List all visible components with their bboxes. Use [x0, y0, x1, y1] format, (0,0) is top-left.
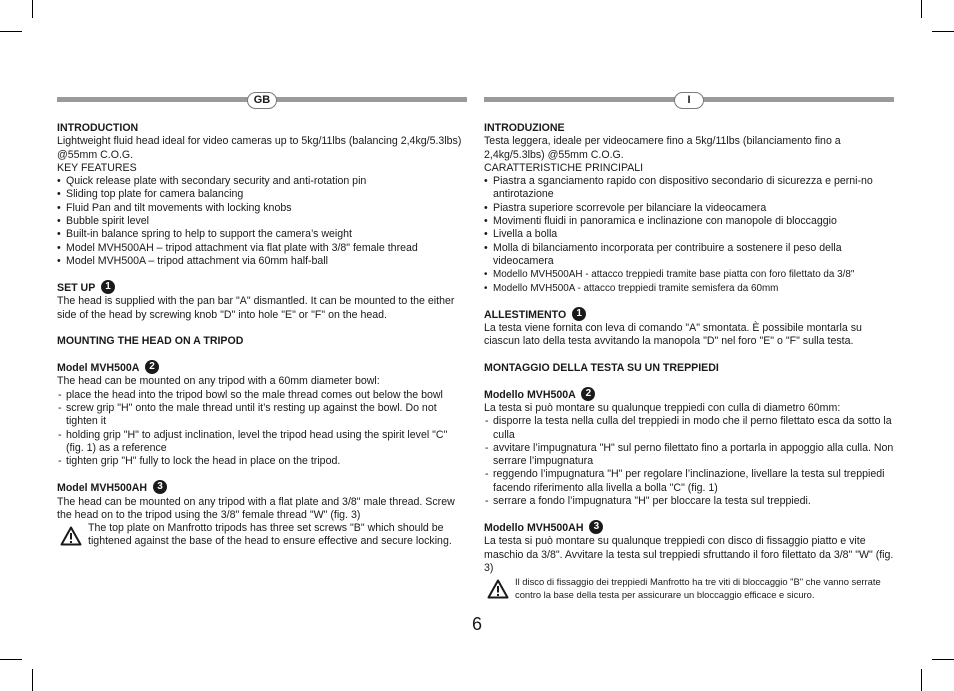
intro-heading: INTRODUZIONE — [484, 122, 565, 134]
warning-text: The top plate on Manfrotto tripods has three set screws "B" which should be tightened against the base of the head to ensure effective and secure locking. — [88, 522, 452, 548]
model-a-heading — [484, 388, 894, 402]
language-badge: I — [674, 92, 704, 109]
list-item: - reggendo l’impugnatura "H" per regolare l’inclinazione, livellare la testa sul treppiedi facendo riferimento alla livella a bolla "C" (fig. 1) — [484, 468, 894, 495]
crop-mark — [32, 0, 33, 18]
warning-text: Il disco di fissaggio dei treppiedi Manfrotto ha tre viti di bloccaggio "B" che vanno serrate contro la base della testa per assicurare un bloccaggio efficace e sicuro. — [515, 576, 881, 601]
list-item: • Modello MVH500AH - attacco treppiedi tramite base piatta con foro filettato da 3/8" — [484, 268, 894, 281]
model-ah-text: The head can be mounted on any tripod with a flat plate and 3/8" male thread. Screw the head on to the tripod using the 3/8" female thread "W" (fig. 3) — [57, 495, 455, 521]
warning-icon — [487, 579, 509, 599]
list-item: - tighten grip "H" fully to lock the head in place on the tripod. — [57, 455, 467, 468]
list-item: • Molla di bilanciamento incorporata per contribuire a sostenere il peso della videocamera — [484, 242, 894, 269]
list-item: - place the head into the tripod bowl so the male thread comes out below the bowl — [57, 389, 467, 402]
warning-note — [57, 522, 467, 549]
model-a-text: The head can be mounted on any tripod with a 60mm diameter bowl: — [57, 375, 380, 388]
setup-heading-label: SET UP — [57, 282, 96, 295]
list-item: • Built-in balance spring to help to support the camera’s weight — [57, 228, 467, 241]
setup-heading — [57, 281, 467, 295]
crop-mark — [32, 669, 33, 691]
list-item: • Movimenti fluidi in panoramica e inclinazione con manopole di bloccaggio — [484, 215, 894, 228]
crop-mark — [921, 0, 922, 18]
warning-note — [484, 575, 894, 601]
intro-heading: INTRODUCTION — [57, 122, 139, 134]
features-list — [484, 175, 894, 295]
list-item: • Quick release plate with secondary security and anti-rotation pin — [57, 175, 467, 188]
intro-text: Testa leggera, ideale per videocamere fino a 5kg/11lbs (bilanciamento fino a 2,4kg/5.3lbs) @55mm C.O.G. — [484, 135, 841, 161]
crop-mark — [0, 31, 22, 32]
model-a-text: La testa si può montare su qualunque treppiedi con culla di diametro 60mm: — [484, 401, 841, 414]
list-item: • Piastra a sganciamento rapido con dispositivo secondario di sicurezza e perni-no antirotazione — [484, 175, 894, 202]
step-number-badge: 1 — [101, 280, 115, 294]
english-column — [57, 92, 467, 549]
model-ah-heading-label: Model MVH500AH — [57, 482, 148, 495]
model-a-heading — [57, 361, 467, 375]
list-item: • Fluid Pan and tilt movements with locking knobs — [57, 202, 467, 215]
step-number-badge: 2 — [145, 360, 159, 374]
features-heading: CARATTERISTICHE PRINCIPALI — [484, 161, 644, 174]
features-heading: KEY FEATURES — [57, 161, 137, 174]
list-item: • Bubble spirit level — [57, 215, 467, 228]
warning-icon — [60, 526, 82, 546]
setup-heading-label: ALLESTIMENTO — [484, 308, 567, 321]
list-item: - holding grip "H" to adjust inclination, level the tripod head using the spirit level "C" (fig. 1) as a reference — [57, 429, 467, 456]
list-item: • Modello MVH500A - attacco treppiedi tramite semisfera da 60mm — [484, 282, 894, 295]
model-a-steps — [57, 389, 467, 469]
language-bar — [57, 92, 467, 108]
mounting-heading: MOUNTING THE HEAD ON A TRIPOD — [57, 334, 244, 347]
intro-text: Lightweight fluid head ideal for video cameras up to 5kg/11lbs (balancing 2,4kg/5.3lbs) @55mm C.O.G. — [57, 135, 462, 161]
crop-mark — [932, 31, 954, 32]
page-number: 6 — [471, 614, 482, 634]
crop-mark — [932, 659, 954, 660]
model-ah-heading — [484, 521, 894, 535]
list-item: • Piastra superiore scorrevole per bilanciare la videocamera — [484, 202, 894, 215]
model-ah-heading — [57, 481, 467, 495]
mounting-heading: MONTAGGIO DELLA TESTA SU UN TREPPIEDI — [484, 361, 719, 374]
list-item: - screw grip "H" onto the male thread until it’s resting up against the bowl. Do not tighten it — [57, 402, 467, 429]
model-ah-text: La testa si può montare su qualunque treppiedi con disco di fissaggio piatto e vite maschio da 3/8". Avvitare la testa sul treppiedi sfruttando il foro filettato da 3/8" "W" (fig. 3) — [484, 535, 894, 574]
list-item: • Model MVH500A – tripod attachment via 60mm half-ball — [57, 255, 467, 268]
step-number-badge: 1 — [572, 307, 586, 321]
language-bar — [484, 92, 894, 108]
crop-mark — [921, 669, 922, 691]
model-ah-heading-label: Modello MVH500AH — [484, 522, 584, 535]
step-number-badge: 2 — [581, 387, 595, 401]
list-item: • Model MVH500AH – tripod attachment via flat plate with 3/8" female thread — [57, 242, 467, 255]
language-badge: GB — [247, 92, 277, 109]
list-item: - serrare a fondo l’impugnatura "H" per bloccare la testa sul treppiedi. — [484, 495, 894, 508]
step-number-badge: 3 — [153, 480, 167, 494]
setup-text: The head is supplied with the pan bar "A" dismantled. It can be mounted to the either side of the head by screwing knob "D" into hole "E" or "F" on the head. — [57, 295, 455, 321]
model-a-heading-label: Modello MVH500A — [484, 388, 576, 401]
crop-mark — [0, 659, 22, 660]
features-list — [57, 175, 467, 268]
list-item: • Livella a bolla — [484, 228, 894, 241]
setup-heading — [484, 308, 894, 322]
list-item: • Sliding top plate for camera balancing — [57, 188, 467, 201]
step-number-badge: 3 — [589, 520, 603, 534]
model-a-heading-label: Model MVH500A — [57, 362, 140, 375]
list-item: - avvitare l’impugnatura "H" sul perno filettato fino a portarla in appoggio alla culla. Non serrare l’impugnatura — [484, 442, 894, 469]
italian-column — [484, 92, 894, 601]
model-a-steps — [484, 415, 894, 508]
list-item: - disporre la testa nella culla del treppiedi in modo che il perno filettato esca da sotto la culla — [484, 415, 894, 442]
setup-text: La testa viene fornita con leva di comando "A" smontata. È possibile montarla su ciascun lato della testa avvitando la manopola "D" nel foro "E" o "F" sulla testa. — [484, 321, 862, 348]
